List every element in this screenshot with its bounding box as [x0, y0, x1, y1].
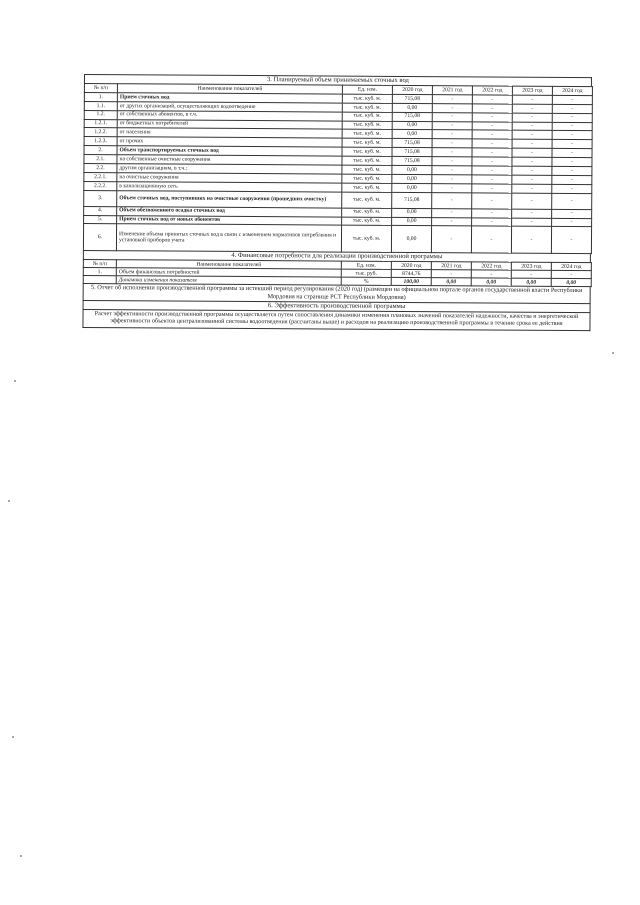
row-name: Объем финансовых потребностей: [116, 268, 341, 277]
value-2022: -: [472, 193, 512, 209]
column-header: 2024 год: [552, 86, 592, 95]
row-name: от населения: [117, 128, 342, 138]
value-2023: -: [512, 122, 552, 131]
value-2023: -: [512, 104, 552, 113]
value-2023: -: [511, 227, 551, 254]
row-name: от бюджетных потребителей: [117, 119, 342, 129]
row-number: 1.2.3.: [84, 137, 117, 146]
scan-speck: [14, 380, 16, 382]
value-2021: -: [432, 148, 472, 157]
value-2020: 0,00: [392, 130, 432, 139]
table-row: [83, 224, 591, 254]
row-unit: тыс. куб. м.: [342, 130, 392, 139]
value-2020: 0,00: [392, 208, 432, 217]
value-2024: -: [552, 209, 592, 218]
row-name: Изменение объема принятых сточных вод в связи с изменением нормативов потребления и установкой приборов учета: [116, 224, 341, 252]
value-2024: -: [551, 271, 591, 279]
column-header: 2023 год: [511, 263, 551, 271]
column-header: Ед. изм.: [341, 262, 391, 270]
row-name: от собственных абонентов, в т.ч.: [117, 110, 342, 120]
value-2020: 0,00: [392, 103, 432, 112]
row-number: 1.: [84, 92, 117, 101]
row-number: 1.2.1.: [84, 119, 117, 128]
scan-speck: [8, 500, 10, 502]
value-2024: -: [552, 157, 592, 166]
row-unit: тыс. куб. м.: [342, 121, 392, 130]
column-header: 2020 год: [392, 85, 432, 94]
row-unit: тыс. куб. м.: [342, 208, 392, 217]
value-2023: -: [512, 175, 552, 184]
value-2021: -: [431, 226, 471, 253]
value-2021: -: [432, 95, 472, 104]
row-number: 3.: [84, 190, 117, 206]
value-2023: -: [512, 148, 552, 157]
row-number: 1.2.2.: [84, 128, 117, 137]
value-2022: -: [472, 184, 512, 193]
value-2021: -: [432, 112, 472, 121]
value-2022: -: [472, 157, 512, 166]
value-2024: -: [552, 184, 592, 193]
value-2022: -: [472, 95, 512, 104]
row-unit: тыс. руб.: [341, 270, 391, 278]
row-unit: тыс. куб. м.: [342, 138, 392, 147]
value-2023: -: [511, 271, 551, 279]
value-2023: -: [512, 193, 552, 209]
value-2023: -: [512, 218, 552, 227]
row-name: Динамика изменения показателя: [116, 276, 341, 285]
row-number: 2.: [84, 146, 117, 155]
column-header: 2024 год: [551, 263, 591, 271]
value-2024: -: [552, 104, 592, 113]
value-2024: -: [552, 175, 592, 184]
value-2022: -: [472, 139, 512, 148]
column-header: 2022 год: [471, 262, 511, 270]
scan-speck: [20, 855, 22, 857]
row-unit: тыс. куб. м.: [342, 192, 392, 208]
row-number: 4.: [84, 206, 117, 215]
section4-title: 4. Финансовые потребности для реализации производственной программы: [83, 251, 591, 262]
value-2020: 715,08: [392, 157, 432, 166]
value-2022: 0,00: [471, 278, 511, 286]
value-2021: -: [432, 157, 472, 166]
scan-speck: [612, 352, 614, 354]
value-2024: -: [552, 218, 592, 227]
value-2024: 0,00: [551, 279, 591, 287]
column-header: № п/п: [83, 260, 116, 268]
column-header: 2021 год: [432, 86, 472, 95]
row-unit: тыс. куб. м.: [342, 94, 392, 103]
row-number: 2.2.1.: [84, 172, 117, 181]
value-2024: -: [552, 131, 592, 140]
planned-wastewater-table: [83, 83, 593, 255]
row-unit: тыс. куб. м.: [342, 217, 392, 226]
row-number: 2.2.2.: [84, 181, 117, 190]
financial-needs-table: [83, 259, 592, 287]
row-name: Объем транспортируемых сточных вод: [117, 146, 342, 156]
row-name: другим организациям, в т.ч.:: [117, 164, 342, 174]
value-2020: 715,08: [392, 139, 432, 148]
column-header: 2021 год: [431, 262, 471, 270]
row-name: Прием сточных вод: [117, 93, 342, 103]
column-header: Наименование показателей: [117, 84, 342, 94]
row-name: Объем обезвоженного осадка сточных вод: [117, 206, 342, 216]
value-2023: 0,00: [511, 279, 551, 287]
row-number: 1.: [83, 268, 116, 276]
value-2023: -: [512, 113, 552, 122]
value-2023: -: [512, 166, 552, 175]
value-2022: -: [472, 113, 512, 122]
value-2021: -: [432, 139, 472, 148]
value-2020: 0,00: [391, 226, 431, 253]
row-unit: тыс. куб. м.: [342, 174, 392, 183]
row-unit: тыс. куб. м.: [341, 226, 391, 253]
row-number: 1.2.: [84, 110, 117, 119]
row-name: Прием сточных вод от новых абонентов: [117, 215, 342, 225]
value-2020: 715,08: [392, 148, 432, 157]
value-2020: 715,08: [392, 112, 432, 121]
value-2021: -: [432, 130, 472, 139]
value-2023: -: [512, 139, 552, 148]
value-2021: -: [432, 166, 472, 175]
row-unit: тыс. куб. м.: [342, 147, 392, 156]
value-2021: -: [431, 270, 471, 278]
row-number: 5.: [84, 215, 117, 224]
value-2024: -: [552, 140, 592, 149]
value-2024: -: [552, 95, 592, 104]
document-page: [82, 74, 592, 331]
value-2022: -: [472, 148, 512, 157]
value-2022: -: [472, 166, 512, 175]
value-2022: -: [471, 270, 511, 278]
section5-report-text: 5. Отчет об исполнении производственной программы за истекший период регулирования (2020 год) (размещен на официальном портале органов государственной власти Республики Мордовия на странице РСТ Республики Мордовия): [83, 284, 591, 303]
value-2021: -: [432, 192, 472, 208]
section6-title: 6. Эффективность производственной программы: [83, 301, 591, 313]
value-2021: -: [432, 103, 472, 112]
value-2020: 715,08: [392, 192, 432, 208]
value-2021: -: [432, 208, 472, 217]
section6-text: Расчет эффективности производственной программы осуществляется путем сопоставления динамики изменения плановых значений показателей надежности, качества и энергетической эффективности объектов централизованной системы водоотведения (рассчитаны выше) и расходов на реализацию производственной программы в течение срока ее действия: [82, 310, 590, 332]
row-number: 2.2.: [84, 164, 117, 173]
value-2024: -: [552, 193, 592, 209]
value-2024: -: [552, 122, 592, 131]
value-2023: -: [512, 157, 552, 166]
value-2020: 100,00: [391, 278, 431, 286]
value-2022: -: [472, 217, 512, 226]
column-header: Наименование показателей: [116, 260, 341, 269]
value-2021: -: [432, 183, 472, 192]
row-number: [83, 276, 116, 284]
row-number: 6.: [83, 224, 116, 251]
section3-title: 3. Планируемый объем принимаемых сточных вод: [84, 74, 592, 86]
row-unit: тыс. куб. м.: [342, 183, 392, 192]
column-header: Ед. изм.: [342, 85, 392, 94]
column-header: 2023 год: [512, 86, 552, 95]
value-2022: -: [472, 104, 512, 113]
value-2024: -: [552, 149, 592, 158]
value-2020: 0,00: [392, 121, 432, 130]
value-2024: -: [552, 166, 592, 175]
row-number: 2.1.: [84, 155, 117, 164]
value-2024: -: [552, 113, 592, 122]
column-header: 2020 год: [391, 262, 431, 270]
value-2022: -: [471, 226, 511, 253]
value-2021: 0,00: [431, 278, 471, 286]
value-2020: 0,00: [392, 217, 432, 226]
value-2021: -: [432, 175, 472, 184]
value-2022: -: [472, 130, 512, 139]
row-name: от прочих: [117, 137, 342, 147]
column-header: 2022 год: [472, 86, 512, 95]
scan-speck: [12, 736, 14, 738]
row-name: от других организаций, осуществляющих водоотведение: [117, 101, 342, 111]
row-name: в канализационную сеть: [117, 181, 342, 191]
value-2023: -: [512, 184, 552, 193]
value-2022: -: [472, 209, 512, 218]
row-name: Объем сточных вод, поступивших на очистные сооружения (прошедших очистку): [117, 190, 342, 207]
value-2023: -: [512, 209, 552, 218]
value-2022: -: [472, 175, 512, 184]
value-2024: -: [551, 227, 591, 254]
value-2023: -: [512, 131, 552, 140]
value-2020: 715,08: [392, 94, 432, 103]
row-name: на очистные сооружения: [117, 173, 342, 183]
value-2020: 0,00: [392, 174, 432, 183]
value-2022: -: [472, 121, 512, 130]
row-unit: %: [341, 278, 391, 286]
column-header: № п/п: [84, 84, 117, 93]
row-name: на собственные очистные сооружения: [117, 155, 342, 165]
value-2020: 8744,76: [391, 270, 431, 278]
row-unit: тыс. куб. м.: [342, 112, 392, 121]
value-2021: -: [432, 121, 472, 130]
value-2021: -: [432, 217, 472, 226]
row-unit: тыс. куб. м.: [342, 156, 392, 165]
value-2023: -: [512, 95, 552, 104]
row-number: 1.1.: [84, 101, 117, 110]
row-unit: тыс. куб. м.: [342, 103, 392, 112]
value-2020: 0,00: [392, 183, 432, 192]
value-2020: 0,00: [392, 165, 432, 174]
row-unit: тыс. куб. м.: [342, 165, 392, 174]
